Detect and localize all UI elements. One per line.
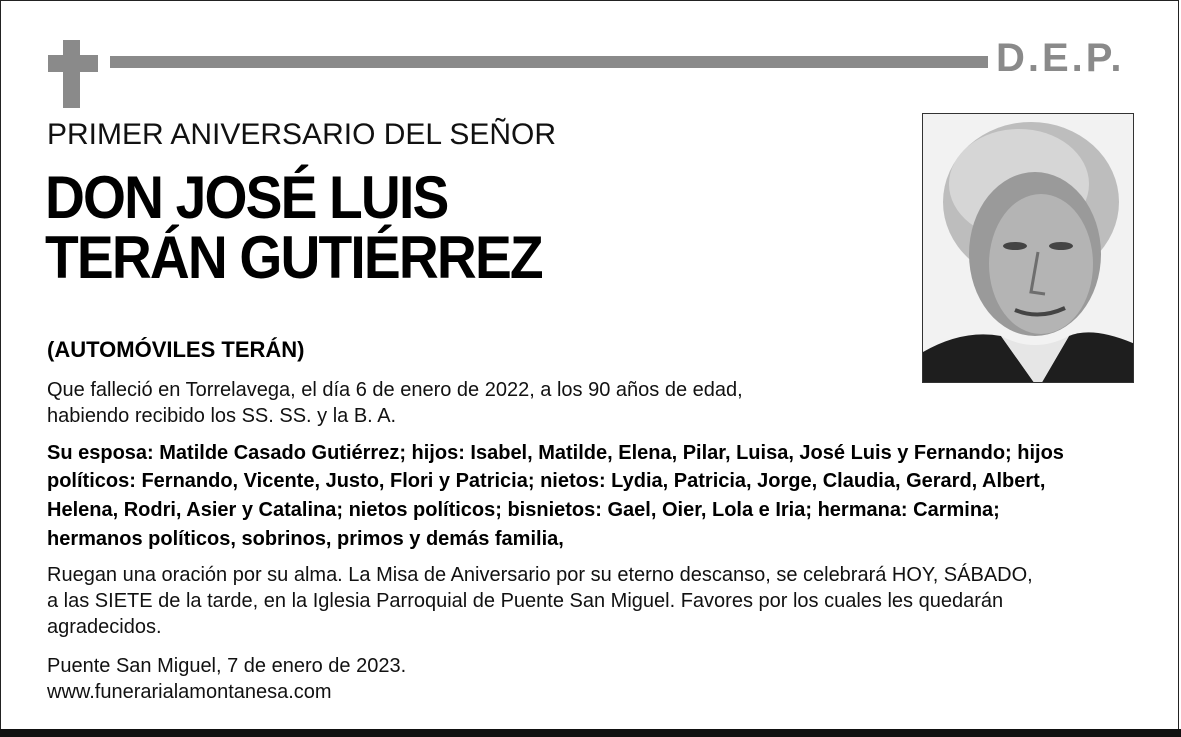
portrait-illustration [923,114,1134,383]
death-info-line1: Que falleció en Torrelavega, el día 6 de enero de 2022, a los 90 años de edad, [47,379,743,401]
mass-line2: a las SIETE de la tarde, en la Iglesia Parroquial de Puente San Miguel. Favores por los cuales les quedarán [47,590,1004,612]
death-info-line2: habiendo recibido los SS. SS. y la B. A. [47,405,397,427]
portrait-photo [922,113,1134,383]
family-line4: hermanos políticos, sobrinos, primos y demás familia, [47,528,564,550]
mass-line1: Ruegan una oración por su alma. La Misa de Aniversario por su eterno descanso, se celebrará HOY, SÁBADO, [47,564,1033,586]
anniversary-subtitle: PRIMER ANIVERSARIO DEL SEÑOR [47,118,557,151]
cross-icon-bar [48,55,98,72]
mass-line3: agradecidos. [47,616,162,638]
cross-icon [63,40,80,108]
header-rule [110,56,988,68]
deceased-name-line2: TERÁN GUTIÉRREZ [45,224,542,291]
family-line2: políticos: Fernando, Vicente, Justo, Flori y Patricia; nietos: Lydia, Patricia, Jorge, Claudia, Gerard, Albert, [47,470,1046,492]
bottom-border [0,729,1181,737]
family-line3: Helena, Rodri, Asier y Catalina; nietos políticos; bisnietos: Gael, Oier, Lola e Iria; hermana: Carmina; [47,499,1000,521]
website: www.funerarialamontanesa.com [47,681,332,703]
family-line1: Su esposa: Matilde Casado Gutiérrez; hijos: Isabel, Matilde, Elena, Pilar, Luisa, José Luis y Fernando; hijos [47,442,1064,464]
company-name: (AUTOMÓVILES TERÁN) [47,337,305,362]
place-date: Puente San Miguel, 7 de enero de 2023. [47,655,407,677]
dep-label: D.E.P. [996,36,1125,80]
deceased-name-line1: DON JOSÉ LUIS [45,164,448,231]
